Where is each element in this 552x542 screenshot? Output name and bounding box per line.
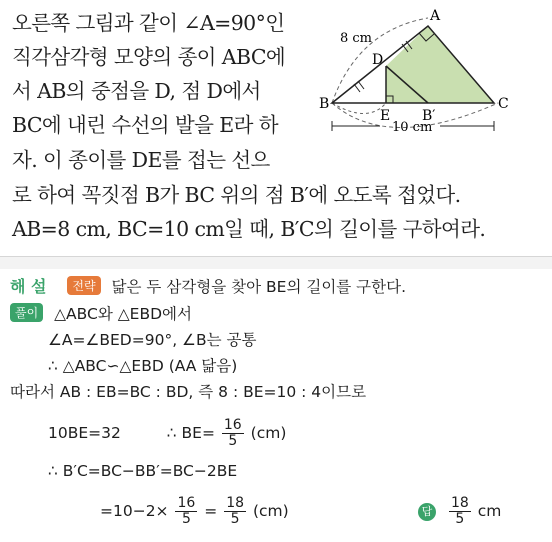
problem-line-2: 직각삼각형 모양의 종이 ABC에 [12, 45, 286, 69]
fraction-numerator: 18 [226, 495, 245, 511]
eq-equals: = [204, 502, 218, 520]
label-a: A [430, 8, 441, 24]
eq-10be: 10BE=32 [48, 424, 121, 442]
label-e: E [380, 108, 391, 124]
eq-10-minus: =10−2× [100, 502, 169, 520]
solution-line-4: 따라서 AB : EB=BC : BD, 즉 8 : BE=10 : 4이므로 [10, 383, 367, 401]
label-b: B [319, 96, 330, 112]
solution-line-1 [10, 302, 192, 324]
solution-line-2: ∠A=∠BED=90°, ∠B는 공통 [48, 331, 257, 349]
solution-section [0, 268, 552, 542]
strategy-tag: 전략 [67, 276, 100, 295]
solution-line-6: ∴ B′C=BC−BB′=BC−2BE [48, 462, 238, 480]
solution-line-7 [100, 496, 289, 527]
fraction-denominator: 5 [455, 511, 465, 527]
fraction-denominator: 5 [230, 511, 240, 527]
answer-icon: 답 [418, 503, 436, 521]
problem-line-7: AB=8 cm, BC=10 cm일 때, B′C의 길이를 구하여라. [12, 217, 486, 241]
problem-line-1: 오른쪽 그림과 같이 ∠A=90°인 [12, 11, 285, 35]
solution-line-3: ∴ △ABC∽△EBD (AA 닮음) [48, 357, 238, 375]
fraction-numerator: 16 [177, 495, 196, 511]
label-c: C [498, 96, 509, 112]
fold-arc-small [332, 103, 386, 114]
label-b-prime: B′ [422, 108, 436, 124]
unit-cm: (cm) [252, 502, 289, 520]
solution-header-line [10, 274, 406, 297]
shaded-region [386, 26, 494, 103]
problem-line-5: 자. 이 종이를 DE를 접는 선으 [12, 148, 270, 172]
solution-header: 해 설 [10, 277, 47, 296]
answer-unit: cm [477, 502, 502, 520]
triangle-diagram [318, 4, 546, 154]
solution-tag: 풀이 [10, 303, 43, 322]
tick-bd-1 [354, 84, 360, 92]
fraction-numerator: 18 [450, 495, 469, 511]
fraction-denominator: 5 [228, 433, 238, 449]
triangle-figure [318, 4, 546, 154]
problem-line-6: 로 하여 꼭짓점 B가 BC 위의 점 B′에 오도록 접었다. [12, 183, 461, 207]
label-ab-length: 8 cm [340, 31, 373, 46]
answer [418, 496, 501, 527]
solution-line-5 [48, 418, 286, 449]
problem-line-4: BC에 내린 수선의 발을 E라 하 [12, 113, 278, 137]
fraction-16-5 [222, 418, 244, 449]
fraction-denominator: 5 [181, 511, 191, 527]
fraction-numerator: 16 [223, 417, 242, 433]
label-d: D [372, 52, 384, 68]
problem-line-3: 서 AB의 중점을 D, 점 D에서 [12, 79, 261, 103]
unit-cm: (cm) [250, 424, 287, 442]
problem-section [0, 0, 552, 256]
fraction-18-5 [224, 496, 246, 527]
strategy-text: 닮은 두 삼각형을 찾아 BE의 길이를 구한다. [111, 278, 407, 296]
tick-bd-2 [358, 81, 364, 89]
fraction-16-5-b [175, 496, 197, 527]
eq-be-label: ∴ BE= [166, 424, 215, 442]
answer-fraction [449, 496, 471, 527]
label-bc-length: 10 cm [392, 120, 433, 135]
solution-text-1: △ABC와 △EBD에서 [54, 305, 192, 323]
